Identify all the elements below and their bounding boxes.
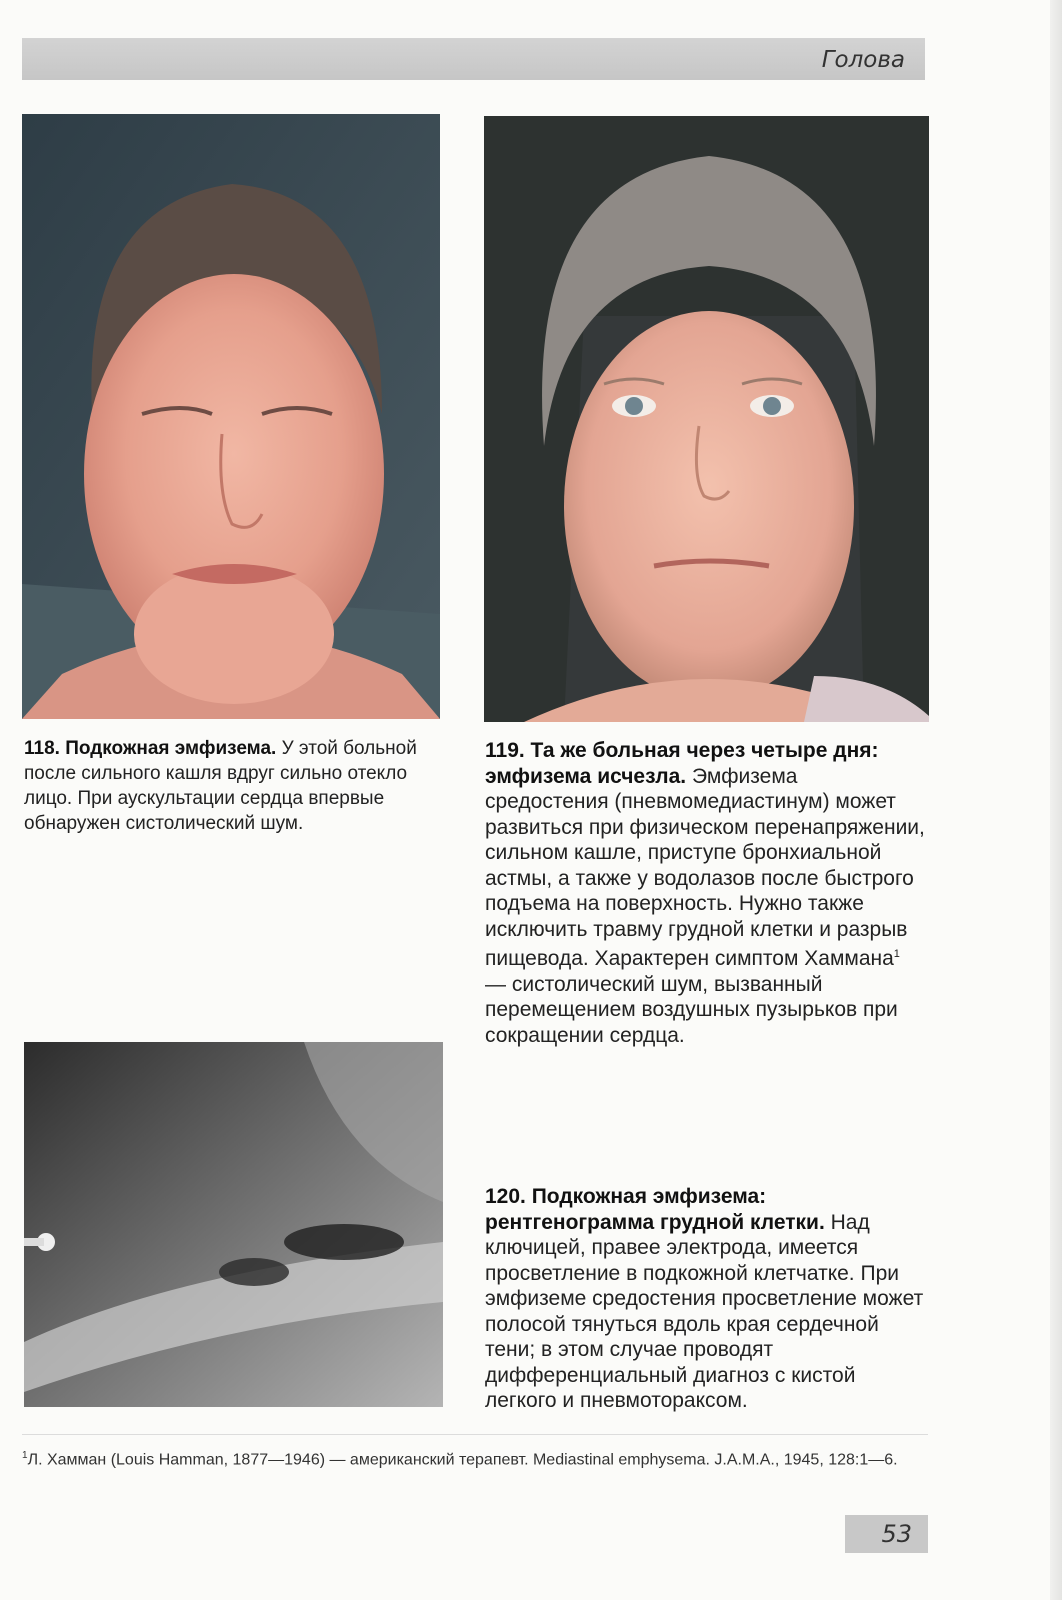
figure-119-text-after: — систолический шум, вызванный перемещением воздушных пузырьков при сокращении сердца. <box>485 972 898 1047</box>
figure-120-xray <box>24 1042 443 1407</box>
page-number: 53 <box>881 1520 912 1548</box>
footnote-reference: 1 <box>893 948 900 960</box>
figure-120-number: 120. Подкожная эмфизема: рентгенограмма грудной клетки. <box>485 1185 825 1234</box>
figure-119-photo <box>484 116 929 722</box>
page-edge-shadow <box>1050 0 1062 1600</box>
section-title: Голова <box>821 47 905 73</box>
figure-118-caption <box>24 736 439 836</box>
figure-118-text: У этой больной после сильного кашля вдруг сильно отекло лицо. При аускультации сердца впервые обнаружен систолический шум. <box>24 738 417 834</box>
running-header-bar <box>22 38 925 80</box>
figure-119-text: Эмфизема средостения (пневмомедиастинум) может развиться при физическом перенапряжении, сильном кашле, приступе бронхиальной астмы, а также у водолазов после быстрого подъема на поверхность. Нужно также исключить травму грудной клетки и разрыв пищевода. Характерен симптом Хаммана <box>485 764 925 970</box>
footnote-text: Л. Хамман (Louis Hamman, 1877—1946) — американский терапевт. Mediastinal emphysema. J.A.M.A., 1945, 128:1—6. <box>27 1451 898 1469</box>
footnote-mark: 1 <box>22 1450 28 1461</box>
figure-119-number: 119. Та же больная через четыре дня: эмфизема исчезла. <box>485 739 879 788</box>
figure-120-caption <box>485 1184 925 1414</box>
figure-119-caption <box>485 738 925 1048</box>
footnote <box>22 1442 932 1473</box>
page-number-box <box>845 1515 928 1553</box>
figure-120-text: Над ключицей, правее электрода, имеется просветление в подкожной клетчатке. При эмфиземе средостения просветление может полосой тянуться вдоль края сердечной тени; в этом случае проводят дифференциальный диагноз с кистой легкого и пневмотораксом. <box>485 1210 924 1412</box>
figure-118-photo <box>22 114 440 719</box>
footnote-divider <box>22 1434 928 1435</box>
figure-118-number: 118. Подкожная эмфизема. <box>24 738 277 759</box>
